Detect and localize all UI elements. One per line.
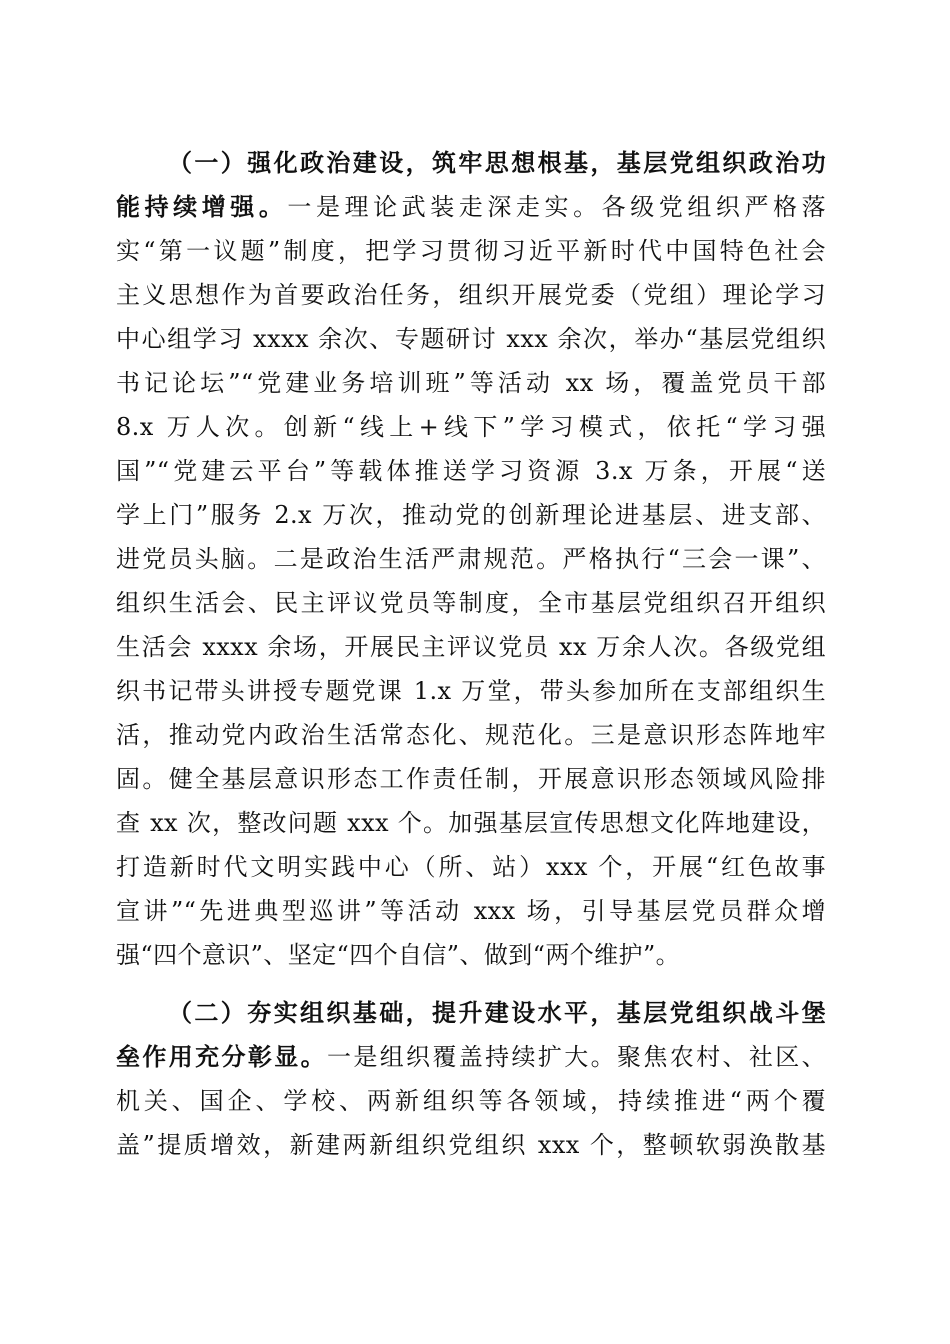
paragraph-2-line <box>116 1079 826 1123</box>
paragraph-1 <box>116 141 826 977</box>
paragraph-body-text: 强“四个意识”、坚定“四个自信”、做到“两个维护”。 <box>116 941 681 969</box>
paragraph-2-line <box>116 1123 826 1167</box>
paragraph-body-text: 主义思想作为首要政治任务，组织开展党委（党组）理论学习 <box>116 281 826 309</box>
paragraph-body-text: 组织生活会、民主评议党员等制度，全市基层党组织召开组织 <box>116 589 826 617</box>
paragraph-1-line <box>116 757 826 801</box>
paragraph-body-text: 书记论坛”“党建业务培训班”等活动 xx 场，覆盖党员干部 <box>116 369 826 397</box>
paragraph-1-line <box>116 185 826 229</box>
paragraph-body-text: 查 xx 次，整改问题 xxx 个。加强基层宣传思想文化阵地建设， <box>116 809 826 837</box>
paragraph-1-line <box>116 625 826 669</box>
paragraph-1-line <box>116 801 826 845</box>
paragraph-body-text: 一是组织覆盖持续扩大。聚焦农村、社区、 <box>326 1043 826 1071</box>
paragraph-1-line <box>116 845 826 889</box>
paragraph-body-text: 固。健全基层意识形态工作责任制，开展意识形态领域风险排 <box>116 765 826 793</box>
paragraph-1-line <box>116 229 826 273</box>
paragraph-body-text: 活，推动党内政治生活常态化、规范化。三是意识形态阵地牢 <box>116 721 826 749</box>
paragraph-1-line <box>116 537 826 581</box>
paragraph-heading-text: （二）夯实组织基础，提升建设水平，基层党组织战斗堡 <box>168 998 826 1027</box>
paragraph-body-text: 一是理论武装走深走实。各级党组织严格落 <box>287 193 826 221</box>
paragraph-1-line <box>116 933 826 977</box>
paragraph-heading-text: （一）强化政治建设，筑牢思想根基，基层党组织政治功 <box>168 148 826 177</box>
paragraph-1-line <box>116 405 826 449</box>
paragraph-body-text: 盖”提质增效，新建两新组织党组织 xxx 个，整顿软弱涣散基 <box>116 1131 826 1159</box>
paragraph-body-text: 宣讲”“先进典型巡讲”等活动 xxx 场，引导基层党员群众增 <box>116 897 826 925</box>
paragraph-1-line <box>116 669 826 713</box>
paragraph-body-text: 生活会 xxxx 余场，开展民主评议党员 xx 万余人次。各级党组 <box>116 633 826 661</box>
paragraph-1-line <box>116 493 826 537</box>
paragraph-1-line <box>116 889 826 933</box>
paragraph-body-text: 打造新时代文明实践中心（所、站）xxx 个，开展“红色故事 <box>116 853 826 881</box>
paragraph-2-line <box>116 991 826 1035</box>
paragraph-body-text: 8.x 万人次。创新“线上+线下”学习模式，依托“学习强 <box>116 413 826 441</box>
paragraph-1-line <box>116 273 826 317</box>
paragraph-1-line <box>116 713 826 757</box>
paragraph-1-line <box>116 317 826 361</box>
paragraph-body-text: 国”“党建云平台”等载体推送学习资源 3.x 万条，开展“送 <box>116 457 826 485</box>
paragraph-1-line <box>116 581 826 625</box>
paragraph-1-line <box>116 361 826 405</box>
paragraph-1-line <box>116 141 826 185</box>
paragraph-body-text: 织书记带头讲授专题党课 1.x 万堂，带头参加所在支部组织生 <box>116 677 826 705</box>
paragraph-body-text: 机关、国企、学校、两新组织等各领域，持续推进“两个覆 <box>116 1087 826 1115</box>
paragraph-heading-text: 垒作用充分彰显。 <box>116 1042 327 1071</box>
paragraph-2 <box>116 991 826 1167</box>
paragraph-2-line <box>116 1035 826 1079</box>
paragraph-body-text: 学上门”服务 2.x 万次，推动党的创新理论进基层、进支部、 <box>116 501 826 529</box>
paragraph-body-text: 进党员头脑。二是政治生活严肃规范。严格执行“三会一课”、 <box>116 545 826 573</box>
paragraph-body-text: 实“第一议题”制度，把学习贯彻习近平新时代中国特色社会 <box>116 237 826 265</box>
paragraph-heading-text: 能持续增强。 <box>116 192 288 221</box>
paragraph-body-text: 中心组学习 xxxx 余次、专题研讨 xxx 余次，举办“基层党组织 <box>116 325 826 353</box>
paragraph-1-line <box>116 449 826 493</box>
